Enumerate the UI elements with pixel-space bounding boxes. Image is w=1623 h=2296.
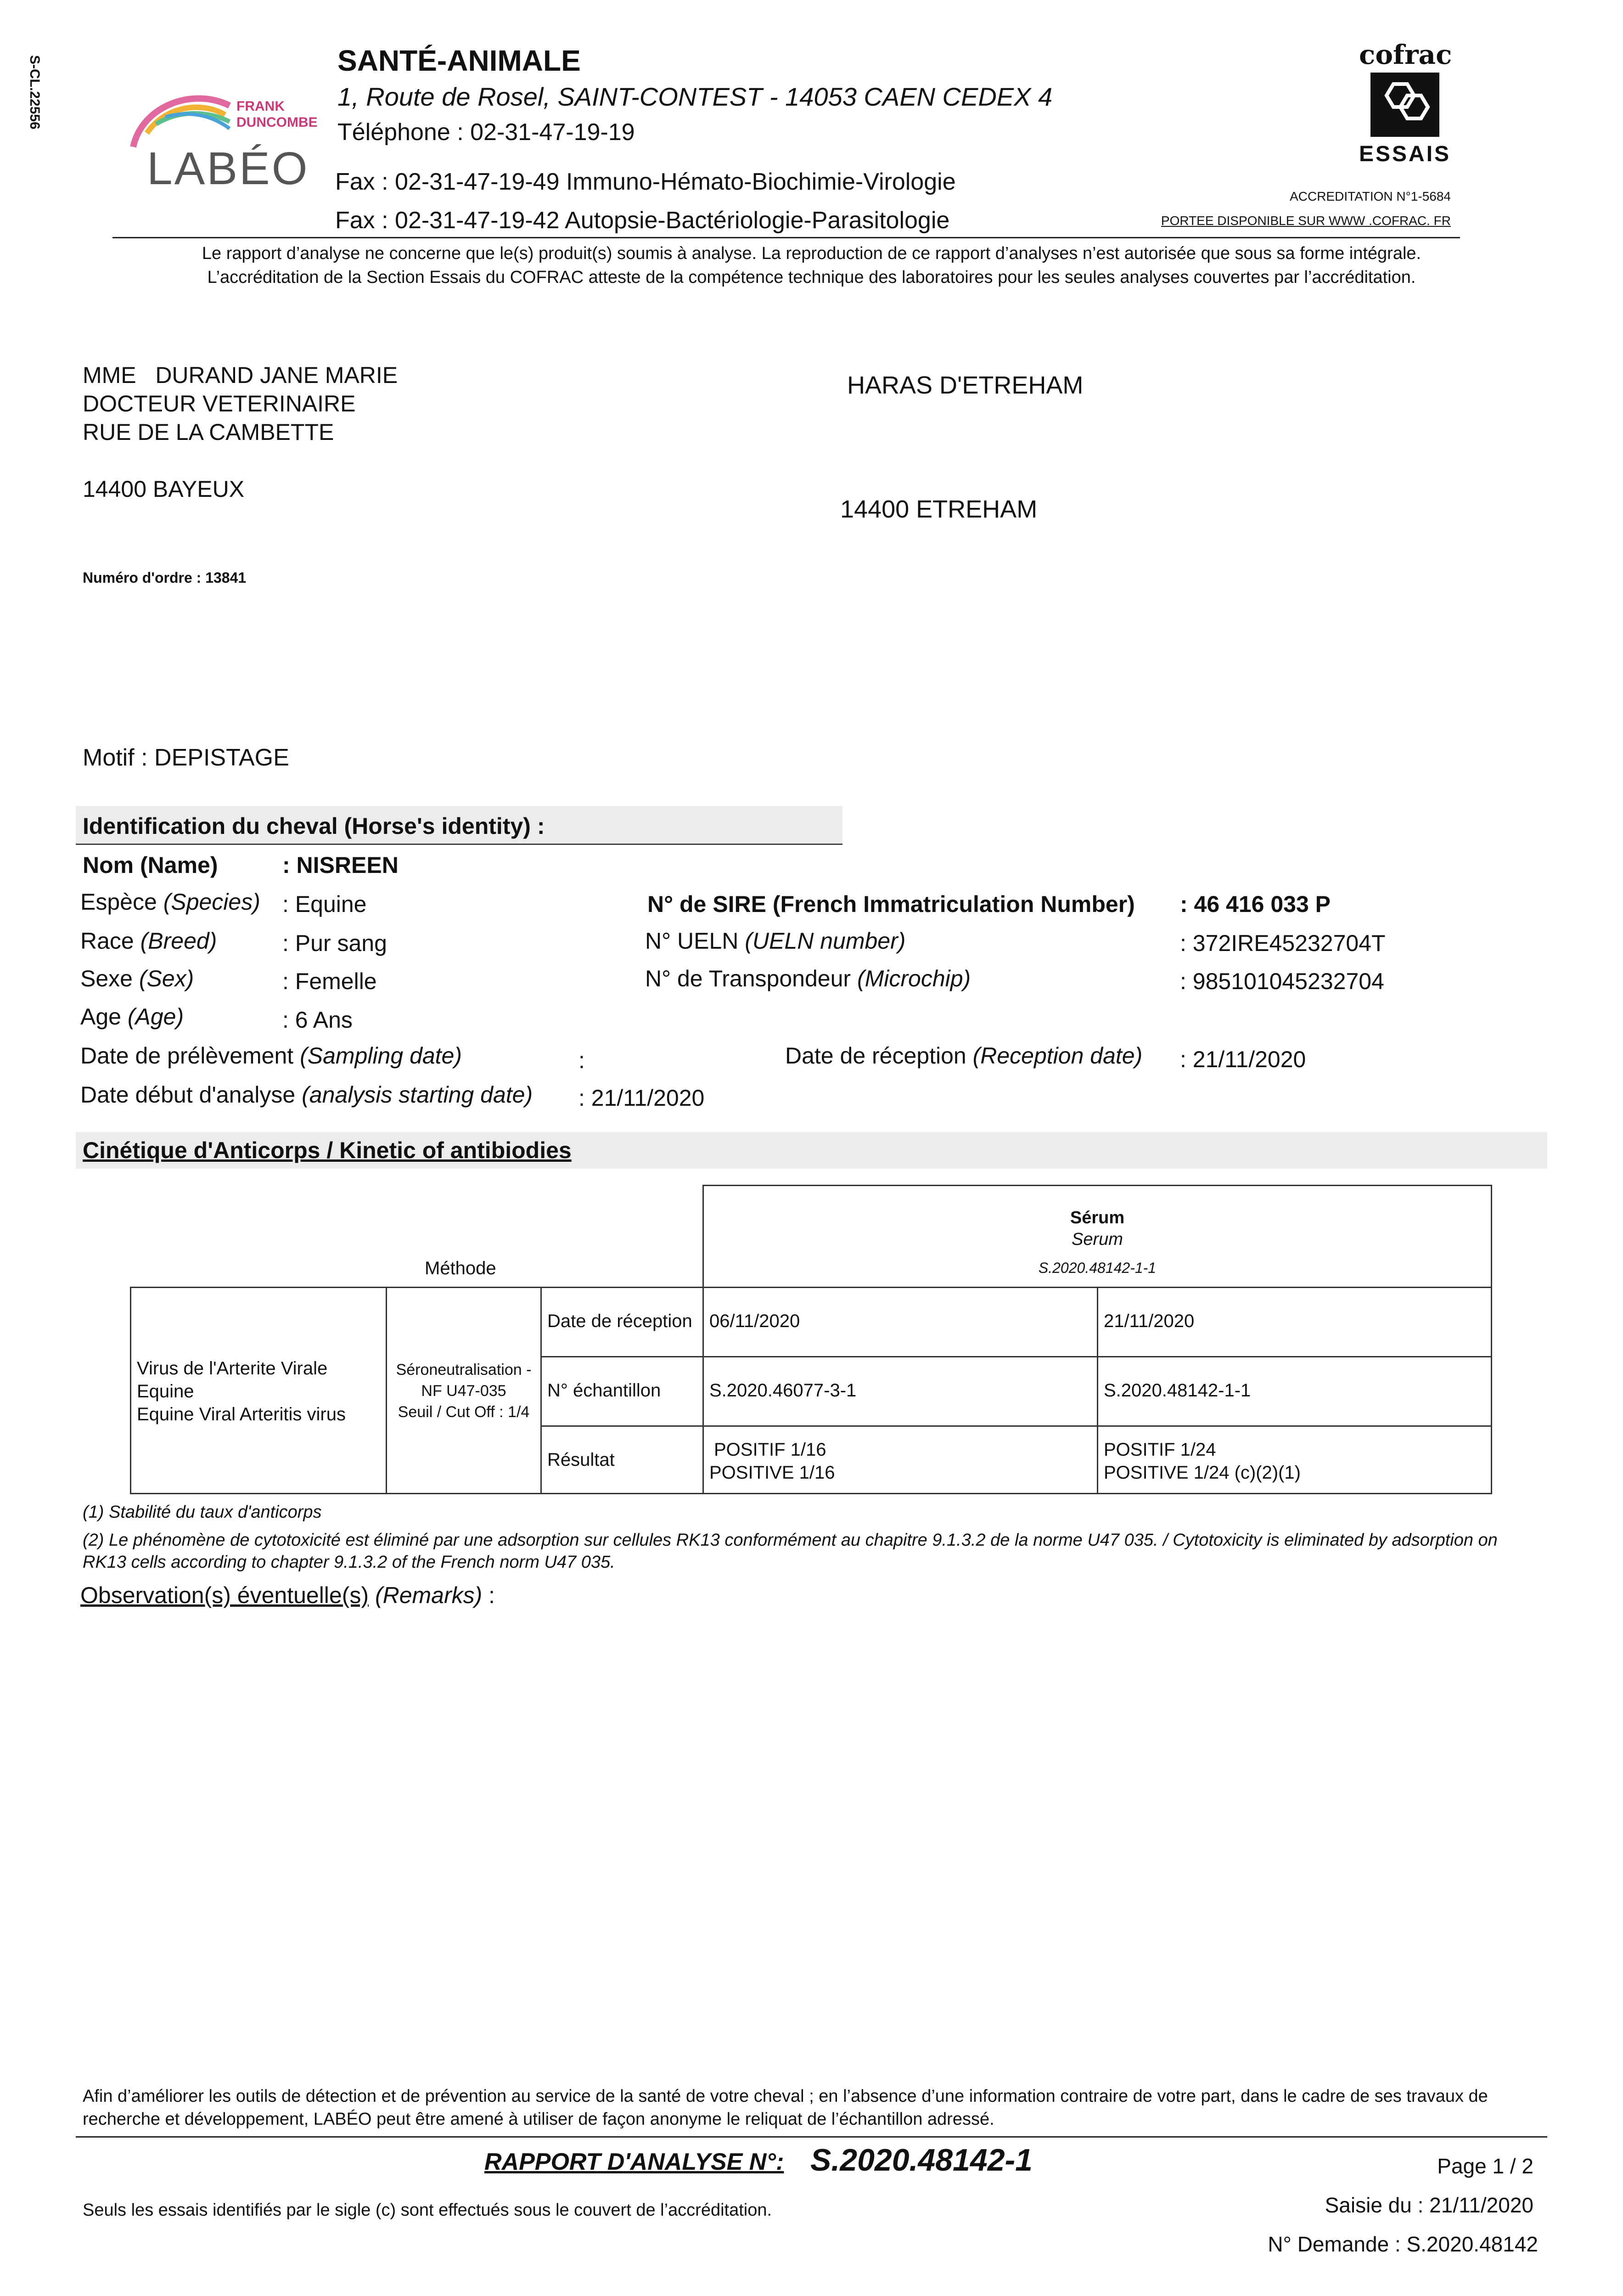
transponder-value: : 985101045232704	[1180, 968, 1384, 994]
owner-city: 14400 ETREHAM	[840, 495, 1038, 523]
cofrac-top-text: cofrac	[1359, 39, 1452, 70]
recipient-city: 14400 BAYEUX	[83, 476, 245, 502]
accreditation-note: Seuls les essais identifiés par le sigle (c) sont effectués sous le couvert de l’accréditation.	[83, 2200, 772, 2220]
sex-value: : Femelle	[282, 968, 377, 994]
cofrac-logo	[1359, 39, 1451, 177]
recipient-line2: DOCTEUR VETERINAIRE	[83, 391, 356, 416]
analysis-start-label: Date début d'analyse (analysis starting date)	[80, 1082, 533, 1108]
note-1: (1) Stabilité du taux d'anticorps	[83, 1503, 322, 1522]
org-name: SANTÉ-ANIMALE	[337, 44, 581, 77]
row-label-sample: N° échantillon	[540, 1356, 704, 1427]
serum-header-cell	[702, 1185, 1492, 1288]
analysis-start-value: : 21/11/2020	[578, 1085, 705, 1111]
header-divider	[112, 237, 1460, 238]
age-value: : 6 Ans	[282, 1007, 353, 1033]
disclaimer-line1: Le rapport d’analyse ne concerne que le(s) produit(s) soumis à analyse. La reproduction de ce rapport d’analyses n’est autorisée que sous sa forme intégrale.	[202, 244, 1421, 263]
virus-text: Virus de l'Arterite Virale Equine Equine Viral Arteritis virus	[137, 1358, 346, 1424]
method-text: Séroneutralisation - NF U47-035 Seuil / Cut Off : 1/4	[396, 1361, 532, 1421]
disclaimer-line2: L’accréditation de la Section Essais du COFRAC atteste de la compétence technique des laboratoires pour les seules analyses couvertes par l’accréditation.	[207, 268, 1416, 287]
report-number: S.2020.48142-1	[810, 2143, 1033, 2178]
sampling-date-value: :	[578, 1047, 585, 1073]
recipient-line1: MME DURAND JANE MARIE	[83, 362, 398, 388]
fax-immuno: Fax : 02-31-47-19-49 Immuno-Hémato-Biochimie-Virologie	[335, 169, 956, 195]
name-label: Nom (Name)	[83, 852, 218, 878]
motif: Motif : DEPISTAGE	[83, 744, 289, 771]
report-label: RAPPORT D'ANALYSE N°:	[484, 2149, 784, 2175]
org-phone: Téléphone : 02-31-47-19-19	[337, 119, 635, 146]
methode-label: Méthode	[425, 1258, 496, 1278]
identity-title: Identification du cheval (Horse's identity) :	[83, 813, 545, 839]
demande-number: N° Demande : S.2020.48142	[1268, 2232, 1538, 2256]
serum-title: Sérum	[1070, 1208, 1125, 1227]
species-label: Espèce (Species)	[80, 889, 260, 915]
col2-sample: S.2020.48142-1-1	[1097, 1356, 1492, 1427]
method-cell	[386, 1287, 542, 1494]
ueln-value: : 372IRE45232704T	[1180, 930, 1386, 956]
side-code: S-CL.22556	[27, 55, 42, 129]
sire-label: N° de SIRE (French Immatriculation Number)	[647, 891, 1135, 917]
footer-divider	[76, 2136, 1547, 2138]
page-number: Page 1 / 2	[1437, 2154, 1533, 2178]
cofrac-bottom-text: ESSAIS	[1359, 142, 1451, 166]
row-label-result: Résultat	[540, 1425, 704, 1494]
serum-id: S.2020.48142-1-1	[1038, 1260, 1157, 1276]
virus-cell	[130, 1287, 387, 1494]
org-address: 1, Route de Rosel, SAINT-CONTEST - 14053 CAEN CEDEX 4	[337, 82, 1053, 111]
note-2: (2) Le phénomène de cytotoxicité est éliminé par une adsorption sur cellules RK13 conformément au chapitre 9.1.3.2 de la norme U47 035. / Cytotoxicity is eliminated by adsorption on RK13 cells according to chapter 9.1.3.2 of the French norm U47 035.	[83, 1531, 1498, 1572]
sire-value: : 46 416 033 P	[1180, 891, 1331, 917]
breed-value: : Pur sang	[282, 930, 387, 956]
row-label-date: Date de réception	[540, 1287, 704, 1357]
name-value: : NISREEN	[282, 852, 399, 878]
logo-sub1: FRANK	[236, 99, 285, 114]
recipient-address	[83, 361, 398, 503]
disclaimer	[92, 242, 1531, 289]
col2-date: 21/11/2020	[1097, 1287, 1492, 1357]
labeo-logo	[115, 78, 317, 197]
saisie-date: Saisie du : 21/11/2020	[1325, 2193, 1533, 2217]
reception-date-value: : 21/11/2020	[1180, 1047, 1306, 1072]
order-number: Numéro d'ordre : 13841	[83, 569, 247, 586]
accreditation-number: ACCREDITATION N°1-5684	[1290, 189, 1451, 203]
footer-notice: Afin d’améliorer les outils de détection et de prévention au service de la santé de votre cheval ; en l’absence d’une information contraire de votre part, dans le cadre de ses travaux de recherche et développement, LABÉO peut être amené à utiliser de façon anonyme le reliquat de l’échantillon adressé.	[83, 2087, 1488, 2129]
accreditation-link[interactable]: PORTEE DISPONIBLE SUR WWW .COFRAC. FR	[1161, 214, 1451, 228]
owner-name: HARAS D'ETREHAM	[847, 371, 1084, 399]
serum-subtitle: Serum	[1072, 1230, 1123, 1249]
sampling-date-label: Date de prélèvement (Sampling date)	[80, 1043, 462, 1069]
transponder-label: N° de Transpondeur (Microchip)	[645, 966, 971, 991]
cofrac-emblem-icon	[1366, 70, 1444, 139]
species-value: : Equine	[282, 891, 367, 917]
logo-main: LABÉO	[147, 143, 309, 194]
reception-date-label: Date de réception (Reception date)	[785, 1043, 1143, 1069]
ueln-label: N° UELN (UELN number)	[645, 928, 906, 954]
col2-result: POSITIF 1/24 POSITIVE 1/24 (c)(2)(1)	[1097, 1425, 1492, 1494]
fax-autopsie: Fax : 02-31-47-19-42 Autopsie-Bactériologie-Parasitologie	[335, 207, 950, 234]
sex-label: Sexe (Sex)	[80, 966, 194, 991]
breed-label: Race (Breed)	[80, 928, 217, 954]
age-label: Age (Age)	[80, 1004, 184, 1030]
col1-date: 06/11/2020	[702, 1287, 1098, 1357]
col1-result: POSITIF 1/16 POSITIVE 1/16	[702, 1425, 1098, 1494]
recipient-line3: RUE DE LA CAMBETTE	[83, 419, 334, 445]
logo-sub2: DUNCOMBE	[236, 115, 318, 130]
remarks: Observation(s) éventuelle(s) (Remarks) :	[80, 1582, 495, 1608]
kinetic-title: Cinétique d'Anticorps / Kinetic of antibiodies	[83, 1137, 572, 1163]
col1-sample: S.2020.46077-3-1	[702, 1356, 1098, 1427]
